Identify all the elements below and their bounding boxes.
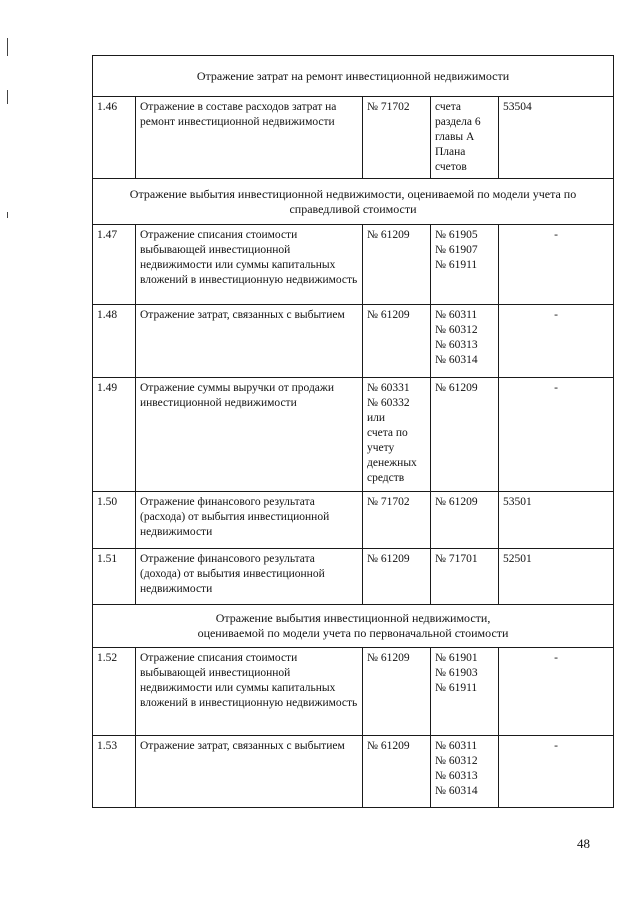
- scan-margin-mark: [7, 38, 8, 56]
- debit-account: № 71702: [363, 492, 431, 549]
- debit-account: № 61209: [363, 549, 431, 605]
- debit-account: № 71702: [363, 97, 431, 179]
- row-number: 1.53: [93, 736, 136, 808]
- credit-account: № 60311 № 60312 № 60313 № 60314: [431, 736, 499, 808]
- credit-account: № 61209: [431, 378, 499, 492]
- table-row: [93, 492, 614, 549]
- scan-margin-mark: [7, 90, 8, 104]
- section-header: [93, 605, 614, 648]
- symbol-code: -: [499, 225, 614, 305]
- table-row: [93, 648, 614, 736]
- credit-account: № 61209: [431, 492, 499, 549]
- row-description: Отражение финансового результата (расхода) от выбытия инвестиционной недвижимости: [136, 492, 363, 549]
- symbol-code: -: [499, 736, 614, 808]
- table-row: [93, 378, 614, 492]
- row-description: Отражение затрат, связанных с выбытием: [136, 736, 363, 808]
- accounting-entries-table: [92, 55, 614, 808]
- row-number: 1.47: [93, 225, 136, 305]
- section-header: [93, 56, 614, 97]
- debit-account: № 61209: [363, 648, 431, 736]
- scan-margin-mark: [7, 212, 8, 218]
- row-number: 1.52: [93, 648, 136, 736]
- row-number: 1.48: [93, 305, 136, 378]
- table-row: [93, 736, 614, 808]
- symbol-code: -: [499, 305, 614, 378]
- symbol-code: -: [499, 378, 614, 492]
- credit-account: № 61905 № 61907 № 61911: [431, 225, 499, 305]
- table-row: [93, 97, 614, 179]
- table-row: [93, 549, 614, 605]
- table-row: [93, 225, 614, 305]
- credit-account: № 60311 № 60312 № 60313 № 60314: [431, 305, 499, 378]
- row-description: Отражение списания стоимости выбывающей инвестиционной недвижимости или суммы капитальных вложений в инвестиционную недвижимость: [136, 648, 363, 736]
- section-header: [93, 179, 614, 225]
- section-title: Отражение затрат на ремонт инвестиционной недвижимости: [93, 56, 614, 97]
- row-description: Отражение списания стоимости выбывающей инвестиционной недвижимости или суммы капитальных вложений в инвестиционную недвижимость: [136, 225, 363, 305]
- debit-account: № 60331 № 60332 или счета по учету денежных средств: [363, 378, 431, 492]
- section-title: Отражение выбытия инвестиционной недвижимости, оцениваемой по модели учета по справедливой стоимости: [93, 179, 614, 225]
- table-row: [93, 305, 614, 378]
- credit-account: № 61901 № 61903 № 61911: [431, 648, 499, 736]
- debit-account: № 61209: [363, 736, 431, 808]
- symbol-code: -: [499, 648, 614, 736]
- symbol-code: 53504: [499, 97, 614, 179]
- row-description: Отражение затрат, связанных с выбытием: [136, 305, 363, 378]
- debit-account: № 61209: [363, 305, 431, 378]
- page-number: 48: [577, 836, 590, 851]
- credit-account: № 71701: [431, 549, 499, 605]
- section-title: Отражение выбытия инвестиционной недвижимости, оцениваемой по модели учета по первоначальной стоимости: [93, 605, 614, 648]
- row-number: 1.50: [93, 492, 136, 549]
- row-number: 1.51: [93, 549, 136, 605]
- row-description: Отражение финансового результата (дохода) от выбытия инвестиционной недвижимости: [136, 549, 363, 605]
- row-description: Отражение суммы выручки от продажи инвестиционной недвижимости: [136, 378, 363, 492]
- symbol-code: 52501: [499, 549, 614, 605]
- row-number: 1.46: [93, 97, 136, 179]
- credit-account: счета раздела 6 главы А Плана счетов: [431, 97, 499, 179]
- row-number: 1.49: [93, 378, 136, 492]
- symbol-code: 53501: [499, 492, 614, 549]
- debit-account: № 61209: [363, 225, 431, 305]
- row-description: Отражение в составе расходов затрат на ремонт инвестиционной недвижимости: [136, 97, 363, 179]
